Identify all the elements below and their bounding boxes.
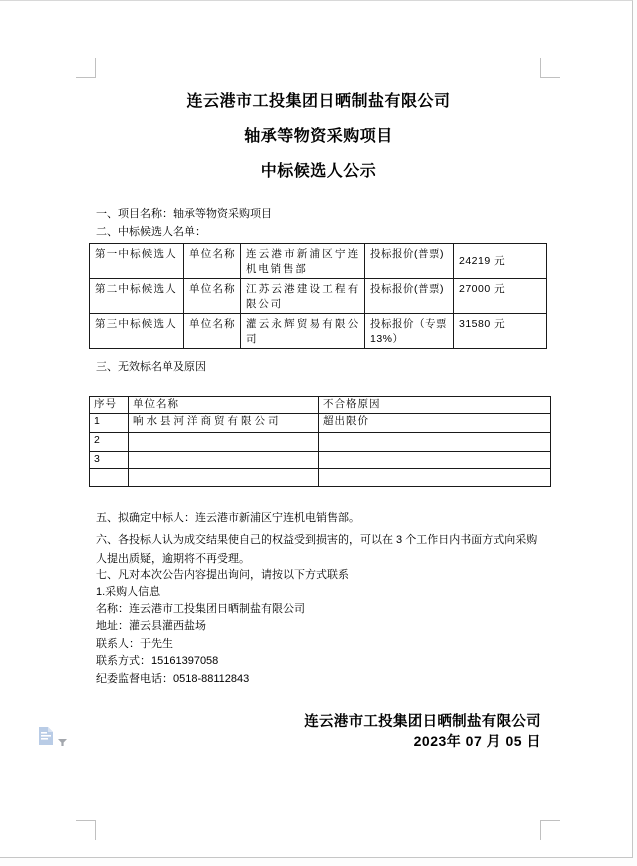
cell-price: 24219 元 xyxy=(454,244,547,279)
page-title-project: 轴承等物资采购项目 xyxy=(244,128,393,145)
section-2-candidate-list-heading: 二、中标候选人名单： xyxy=(96,226,206,238)
contact-name: 名称：连云港市工投集团日晒制盐有限公司 xyxy=(96,603,305,615)
table-row xyxy=(90,414,551,433)
cell-rank: 第二中标候选人 xyxy=(90,279,184,314)
margin-crop-mark-bottom-left xyxy=(76,820,96,840)
margin-crop-mark-top-left xyxy=(76,58,96,78)
cell-company xyxy=(129,452,319,469)
page-title-announcement: 中标候选人公示 xyxy=(260,163,377,180)
cell-company: 江苏云港建设工程有限公司 xyxy=(241,279,365,314)
table-row xyxy=(90,244,547,279)
cell-no: 2 xyxy=(90,433,129,452)
cell-company: 响水县河洋商贸有限公司 xyxy=(129,414,319,433)
cell-reason xyxy=(319,468,551,486)
cell-price-label: 投标报价（专票13%） xyxy=(365,314,454,349)
buyer-info-heading: 1.采购人信息 xyxy=(96,586,161,598)
section-5-proposed-winner: 五、拟确定中标人：连云港市新浦区宁连机电销售部。 xyxy=(96,512,360,524)
contact-person: 联系人：于先生 xyxy=(96,637,173,650)
section-7-contact-notice: 七、凡对本次公告内容提出询问，请按以下方式联系 xyxy=(96,569,349,581)
invalid-bids-table xyxy=(89,396,551,487)
cell-rank: 第一中标候选人 xyxy=(90,244,184,279)
cell-reason xyxy=(319,452,551,469)
header-company: 单位名称 xyxy=(129,397,319,414)
signature-company: 连云港市工投集团日晒制盐有限公司 xyxy=(304,714,541,730)
cell-price: 31580 元 xyxy=(454,314,547,349)
cell-reason: 超出限价 xyxy=(319,414,551,433)
margin-crop-mark-bottom-right xyxy=(540,820,560,840)
section-1-project-name: 一、项目名称：轴承等物资采购项目 xyxy=(96,208,272,220)
cell-no xyxy=(90,468,129,486)
table-row xyxy=(90,314,547,349)
cell-reason xyxy=(319,433,551,452)
cell-label: 单位名称 xyxy=(184,279,241,314)
cell-no: 1 xyxy=(90,414,129,433)
signature-date: 2023年 07 月 05 日 xyxy=(413,733,541,749)
table-row xyxy=(90,279,547,314)
cell-no: 3 xyxy=(90,452,129,469)
cell-label: 单位名称 xyxy=(184,314,241,349)
cell-label: 单位名称 xyxy=(184,244,241,279)
buyer-contact-block xyxy=(96,601,542,688)
cell-company: 灌云永辉贸易有限公司 xyxy=(241,314,365,349)
embedded-document-icon[interactable] xyxy=(38,727,54,745)
cell-price-label: 投标报价(普票) xyxy=(365,244,454,279)
cell-rank: 第三中标候选人 xyxy=(90,314,184,349)
header-reason: 不合格原因 xyxy=(319,397,551,414)
margin-crop-mark-top-right xyxy=(540,58,560,78)
table-row xyxy=(90,452,551,469)
contact-address: 地址：灌云县灌西盐场 xyxy=(96,620,206,633)
section-6-objection-notice: 六、各投标人认为成交结果使自己的权益受到损害的，可以在 3 个工作日内书面方式向采购人提出质疑，逾期将不再受理。 xyxy=(96,534,538,565)
page-title-company: 连云港市工投集团日晒制盐有限公司 xyxy=(186,93,451,110)
contact-supervision-phone: 纪委监督电话：0518-88112843 xyxy=(96,672,250,685)
cell-company xyxy=(129,468,319,486)
contact-phone: 联系方式：15161397058 xyxy=(96,655,219,668)
header-no: 序号 xyxy=(90,397,129,414)
cell-price-label: 投标报价(普票) xyxy=(365,279,454,314)
table-row xyxy=(90,468,551,486)
cell-price: 27000 元 xyxy=(454,279,547,314)
table-row xyxy=(90,433,551,452)
cell-company xyxy=(129,433,319,452)
table-header-row xyxy=(90,397,551,414)
down-arrow-icon[interactable] xyxy=(58,734,67,742)
cell-company: 连云港市新浦区宁连机电销售部 xyxy=(241,244,365,279)
candidates-table xyxy=(89,243,547,349)
section-3-invalid-bids-heading: 三、无效标名单及原因 xyxy=(96,361,206,373)
